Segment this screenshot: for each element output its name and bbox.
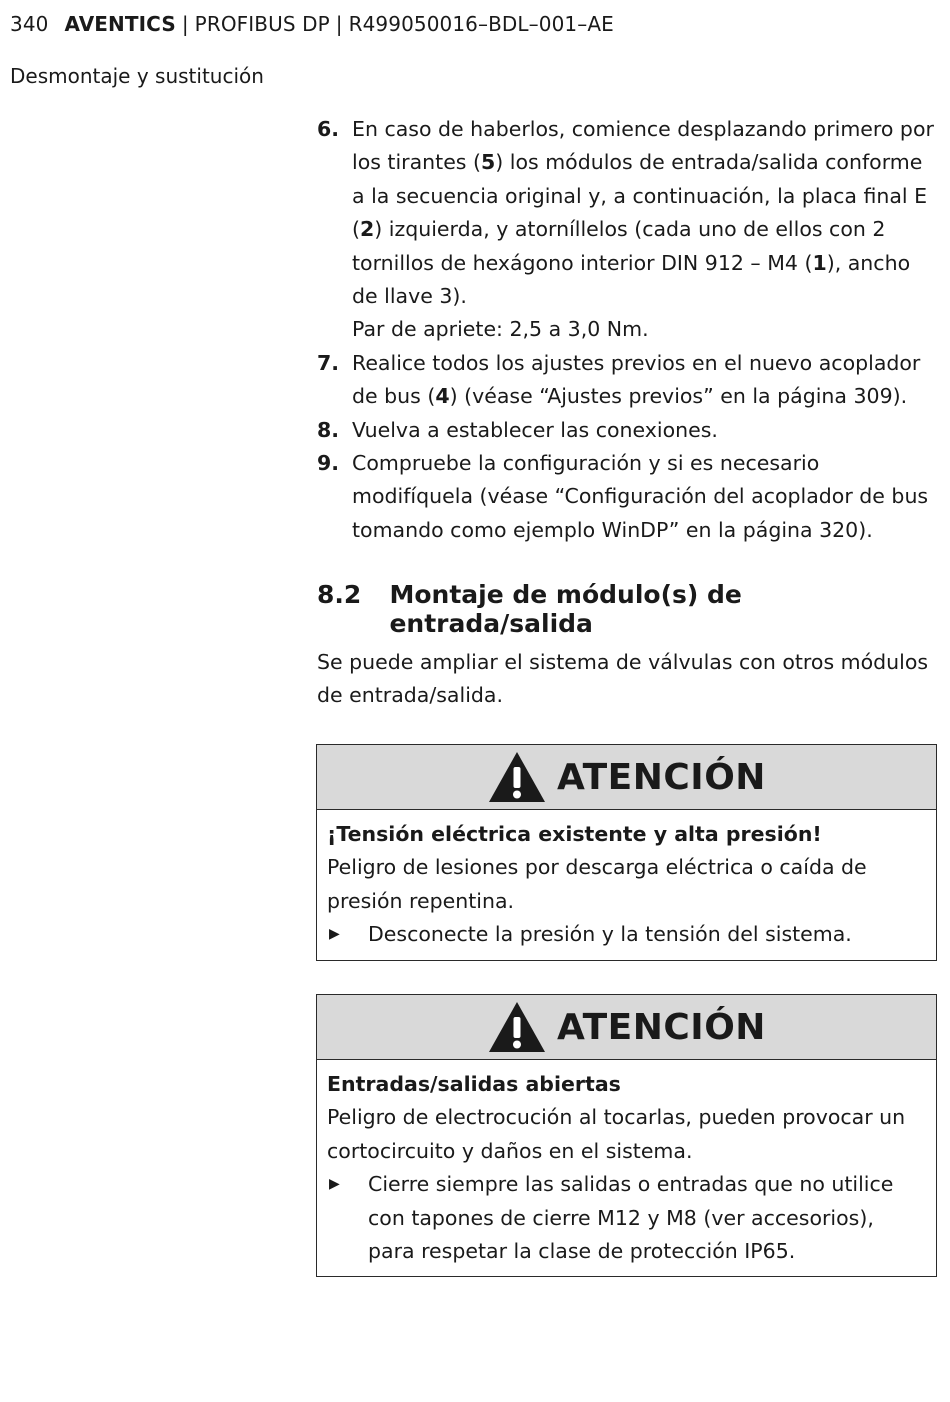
warning-header bbox=[317, 995, 936, 1060]
running-section-title: Desmontaje y sustitución bbox=[10, 64, 264, 88]
bullet-arrow-icon: ▶ bbox=[329, 926, 340, 943]
step-item bbox=[317, 113, 937, 347]
product-name: PROFIBUS DP bbox=[194, 12, 330, 36]
step-text: ) (véase “Ajustes previos” en la página 309). bbox=[449, 384, 908, 409]
warning-header bbox=[317, 745, 936, 810]
warning-triangle-icon bbox=[487, 750, 547, 804]
step-number: 8. bbox=[317, 417, 340, 442]
callout-number: 2 bbox=[360, 217, 375, 242]
step-item bbox=[317, 414, 937, 447]
warning-action-text: Cierre siempre las salidas o entradas que no utilice con tapones de cierre M12 y M8 (ver accesorios), para respetar la clase de protección IP65. bbox=[368, 1172, 894, 1264]
warning-body bbox=[317, 1060, 936, 1276]
page-header bbox=[10, 12, 614, 36]
warning-action bbox=[327, 918, 926, 951]
callout-number: 1 bbox=[812, 250, 827, 275]
step-text: Compruebe la configuración y si es necesario modifíquela (véase “Configuración del acoplador de bus tomando como ejemplo WinDP” en la página 320). bbox=[352, 451, 929, 542]
step-item bbox=[317, 447, 937, 547]
step-number: 9. bbox=[317, 451, 340, 476]
warning-box bbox=[316, 994, 937, 1277]
step-text: ) izquierda, y atorníllelos (cada uno de ellos con 2 tornillos de hexágono interior DIN 912 – M4 ( bbox=[352, 217, 886, 275]
intro-paragraph: Se puede ampliar el sistema de válvulas con otros módulos de entrada/salida. bbox=[317, 650, 929, 708]
step-number: 6. bbox=[317, 117, 340, 141]
warning-title: ATENCIÓN bbox=[557, 756, 766, 798]
step-number: 7. bbox=[317, 350, 340, 375]
step-text: ) los módulos de entrada/salida conforme a la secuencia original y, a continuación, la placa final E ( bbox=[352, 150, 928, 242]
step-list bbox=[317, 113, 937, 547]
warning-action bbox=[327, 1168, 926, 1268]
callout-number: 5 bbox=[481, 150, 496, 175]
warning-subtitle: Entradas/salidas abiertas bbox=[327, 1072, 621, 1096]
page-number: 340 bbox=[10, 12, 49, 36]
torque-note: Par de apriete: 2,5 a 3,0 Nm. bbox=[352, 317, 649, 342]
step-text: En caso de haberlos, comience desplazando primero por los tirantes ( bbox=[352, 117, 934, 175]
warning-title: ATENCIÓN bbox=[557, 1006, 766, 1048]
warning-text: Peligro de lesiones por descarga eléctrica o caída de presión repentina. bbox=[327, 855, 867, 913]
step-item bbox=[317, 347, 937, 414]
step-text: Vuelva a establecer las conexiones. bbox=[352, 417, 718, 442]
warning-triangle-icon bbox=[487, 1000, 547, 1054]
warning-text: Peligro de electrocución al tocarlas, pueden provocar un cortocircuito y daños en el sistema. bbox=[327, 1105, 906, 1163]
warning-subtitle: ¡Tensión eléctrica existente y alta presión! bbox=[327, 822, 822, 846]
brand-name: AVENTICS bbox=[64, 12, 176, 36]
header-separator: | bbox=[181, 12, 189, 36]
section-title: Montaje de módulo(s) de entrada/salida bbox=[389, 580, 742, 638]
header-separator: | bbox=[335, 12, 343, 36]
step-text: ), ancho de llave 3). bbox=[352, 250, 911, 309]
warning-body bbox=[317, 810, 936, 960]
section-heading bbox=[317, 580, 950, 638]
step-text: Realice todos los ajustes previos en el nuevo acoplador de bus ( bbox=[352, 350, 921, 409]
bullet-arrow-icon: ▶ bbox=[329, 1176, 340, 1193]
section-number: 8.2 bbox=[317, 580, 362, 609]
callout-number: 4 bbox=[435, 384, 450, 409]
document-id: R499050016–BDL–001–AE bbox=[348, 12, 614, 36]
warning-action-text: Desconecte la presión y la tensión del sistema. bbox=[368, 922, 852, 947]
warning-box bbox=[316, 744, 937, 961]
